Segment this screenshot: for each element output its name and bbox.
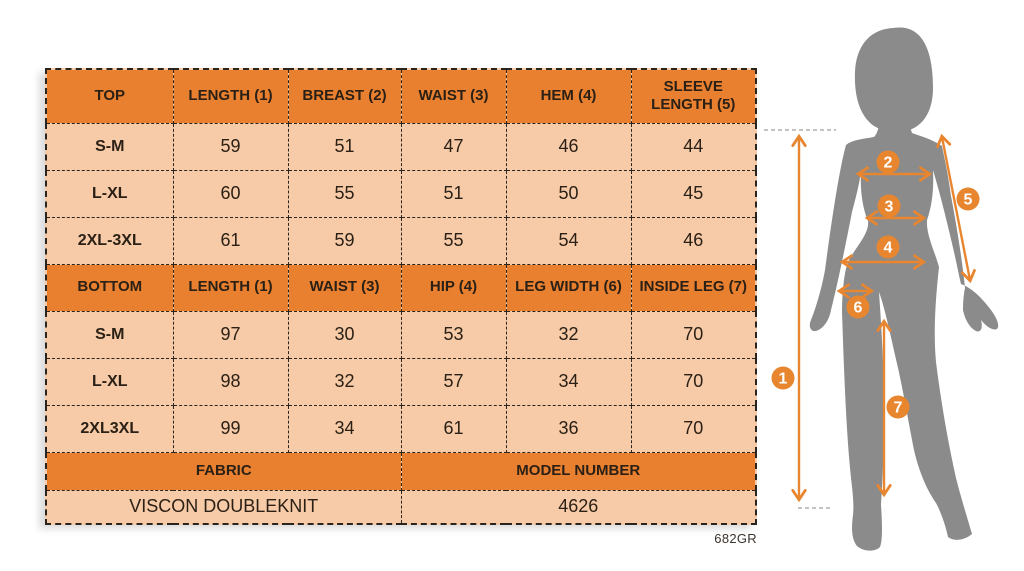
marker-2 — [877, 151, 900, 174]
svg-text:6: 6 — [853, 299, 863, 317]
value-cell: 50 — [506, 170, 631, 217]
value-cell: 51 — [288, 123, 401, 170]
table-row — [46, 311, 756, 358]
size-table — [45, 68, 757, 525]
value-cell: 98 — [173, 358, 288, 405]
value-cell: 61 — [173, 217, 288, 264]
table-row — [46, 170, 756, 217]
header-cell: SLEEVE LENGTH (5) — [631, 69, 756, 123]
value-cell: 45 — [631, 170, 756, 217]
value-cell: 34 — [288, 405, 401, 452]
marker-5 — [957, 188, 980, 211]
svg-text:7: 7 — [893, 399, 903, 417]
value-cell: 99 — [173, 405, 288, 452]
header-cell: LEG WIDTH (6) — [506, 264, 631, 311]
value-cell: 30 — [288, 311, 401, 358]
measurement-figure — [760, 0, 1024, 571]
value-cell: 61 — [401, 405, 506, 452]
table-row — [46, 217, 756, 264]
value-cell: 54 — [506, 217, 631, 264]
value-cell: 47 — [401, 123, 506, 170]
value-cell: 55 — [401, 217, 506, 264]
header-cell: LENGTH (1) — [173, 69, 288, 123]
header-cell: LENGTH (1) — [173, 264, 288, 311]
marker-7 — [887, 396, 910, 419]
value-cell: 44 — [631, 123, 756, 170]
header-cell: BREAST (2) — [288, 69, 401, 123]
value-cell: 70 — [631, 405, 756, 452]
value-cell: 97 — [173, 311, 288, 358]
marker-4 — [877, 236, 900, 259]
size-table-body — [46, 69, 756, 524]
value-cell: 55 — [288, 170, 401, 217]
value-cell: 70 — [631, 311, 756, 358]
value-cell: 53 — [401, 311, 506, 358]
svg-text:3: 3 — [884, 198, 894, 216]
value-cell: 60 — [173, 170, 288, 217]
size-label-cell: S-M — [46, 123, 173, 170]
header-cell: WAIST (3) — [288, 264, 401, 311]
table-row — [46, 264, 756, 311]
size-label-cell: L-XL — [46, 358, 173, 405]
value-cell: 59 — [288, 217, 401, 264]
header-cell: HIP (4) — [401, 264, 506, 311]
svg-text:1: 1 — [778, 370, 788, 388]
model-value-cell: 4626 — [401, 490, 756, 524]
svg-text:4: 4 — [883, 239, 893, 257]
table-row — [46, 69, 756, 123]
value-cell: 51 — [401, 170, 506, 217]
header-cell: TOP — [46, 69, 173, 123]
header-cell: WAIST (3) — [401, 69, 506, 123]
female-silhouette — [810, 27, 998, 550]
svg-text:5: 5 — [963, 191, 973, 209]
table-row — [46, 490, 756, 524]
header-cell: INSIDE LEG (7) — [631, 264, 756, 311]
marker-3 — [878, 195, 901, 218]
svg-text:2: 2 — [883, 154, 893, 172]
value-cell: 46 — [506, 123, 631, 170]
value-cell: 32 — [288, 358, 401, 405]
marker-1 — [772, 367, 795, 390]
value-cell: 36 — [506, 405, 631, 452]
reference-code: 682GR — [714, 531, 757, 546]
fabric-header-cell: FABRIC — [46, 452, 401, 490]
value-cell: 59 — [173, 123, 288, 170]
value-cell: 70 — [631, 358, 756, 405]
table-row — [46, 452, 756, 490]
size-label-cell: 2XL-3XL — [46, 217, 173, 264]
value-cell: 32 — [506, 311, 631, 358]
value-cell: 34 — [506, 358, 631, 405]
table-row — [46, 123, 756, 170]
size-label-cell: 2XL3XL — [46, 405, 173, 452]
model-header-cell: MODEL NUMBER — [401, 452, 756, 490]
header-cell: BOTTOM — [46, 264, 173, 311]
marker-6 — [847, 296, 870, 319]
table-row — [46, 358, 756, 405]
fabric-value-cell: VISCON DOUBLEKNIT — [46, 490, 401, 524]
size-label-cell: L-XL — [46, 170, 173, 217]
value-cell: 57 — [401, 358, 506, 405]
table-row — [46, 405, 756, 452]
value-cell: 46 — [631, 217, 756, 264]
header-cell: HEM (4) — [506, 69, 631, 123]
size-label-cell: S-M — [46, 311, 173, 358]
